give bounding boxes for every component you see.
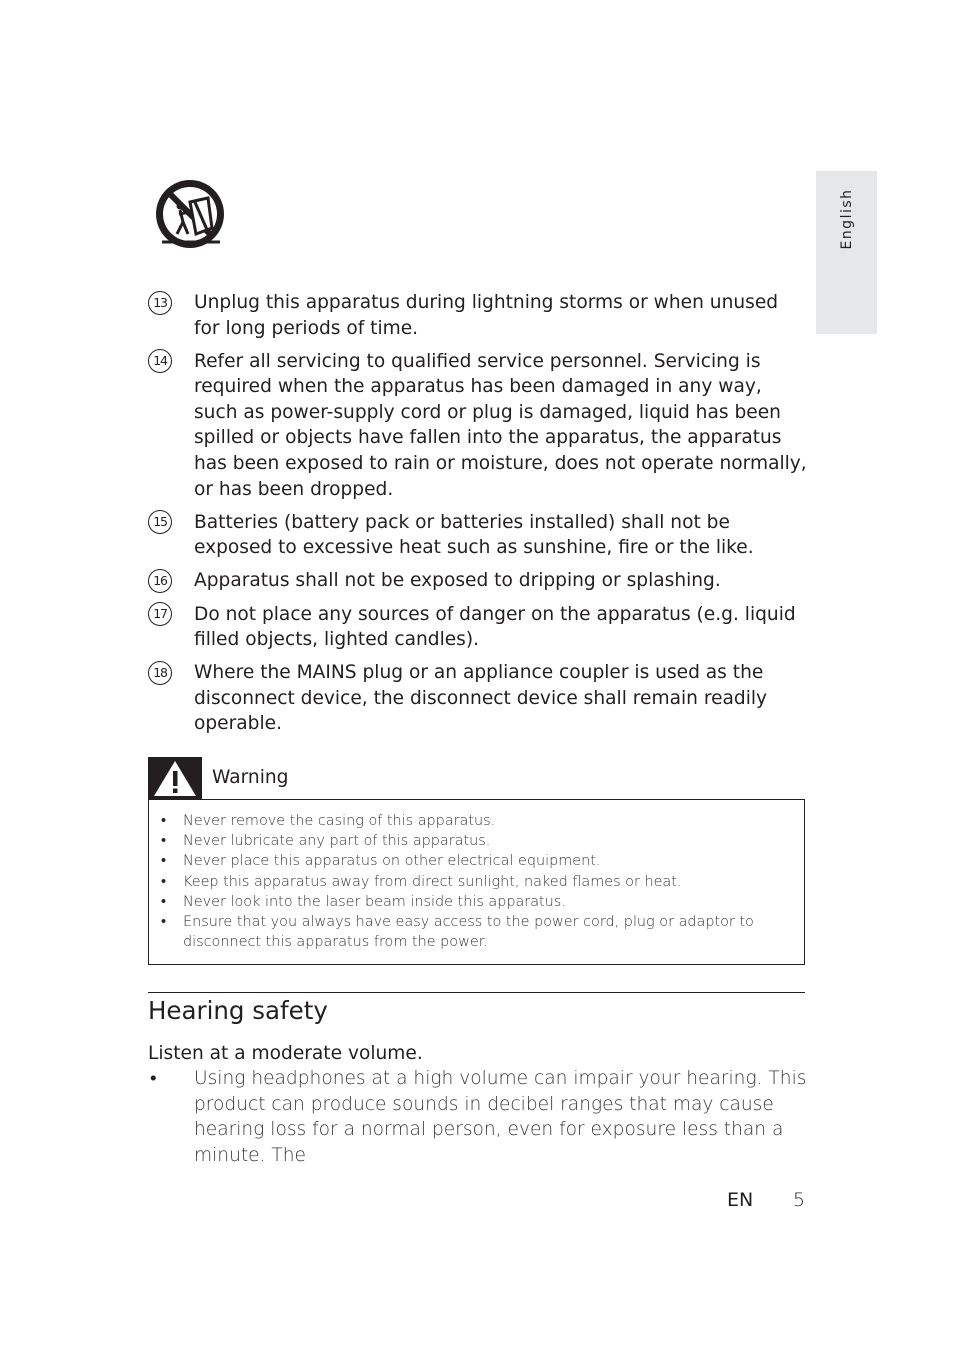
instruction-text: Unplug this apparatus during lightning storms or when unused for long periods of time. <box>194 292 779 339</box>
warning-item: • Never remove the casing of this apparatus. <box>149 811 804 831</box>
cart-tip-over-warning-icon <box>150 176 230 256</box>
warning-item: • Keep this apparatus away from direct sunlight, naked flames or heat. <box>149 872 804 892</box>
instruction-item <box>148 349 808 503</box>
instruction-text: Refer all servicing to qualified service personnel. Servicing is required when the apparatus has been damaged in any way, such as power-supply cord or plug is damaged, liquid has been spilled or objects have fallen into the apparatus, the apparatus has been exposed to rain or moisture, does not operate normally, or has been dropped. <box>194 350 807 500</box>
warning-item: • Never look into the laser beam inside this apparatus. <box>149 892 804 912</box>
warning-triangle-icon <box>148 757 202 799</box>
bullet-text: Using headphones at a high volume can impair your hearing. This product can produce sounds in decibel ranges that may cause hearing loss for a normal person, even for exposure less than a minute. The <box>194 1068 807 1166</box>
language-tab-label: English <box>838 187 855 250</box>
warning-list <box>149 800 804 952</box>
warning-title: Warning <box>212 767 289 788</box>
safety-instructions-list <box>148 290 808 745</box>
warning-item: • Never lubricate any part of this apparatus. <box>149 831 804 851</box>
warning-header <box>148 757 448 799</box>
instruction-text: Do not place any sources of danger on the apparatus (e.g. liquid filled objects, lighted candles). <box>194 603 796 651</box>
warning-item: • Ensure that you always have easy access to the power cord, plug or adaptor to disconnect this apparatus from the power. <box>149 912 804 952</box>
instruction-item <box>148 568 808 594</box>
instruction-number: 13 <box>148 291 172 315</box>
instruction-item <box>148 602 808 653</box>
instruction-number: 16 <box>148 569 172 593</box>
warning-box <box>148 799 805 965</box>
instruction-item <box>148 510 808 561</box>
hearing-bullet-item <box>148 1066 808 1168</box>
page-number: 5 <box>793 1189 806 1211</box>
section-divider <box>148 992 805 993</box>
instruction-item <box>148 660 808 737</box>
section-subheading: Listen at a moderate volume. <box>148 1043 423 1064</box>
instruction-item <box>148 290 808 341</box>
instruction-text: Where the MAINS plug or an appliance coupler is used as the disconnect device, the disconnect device shall remain readily operable. <box>194 662 768 735</box>
instruction-number: 15 <box>148 510 172 534</box>
instruction-number: 14 <box>148 349 172 373</box>
instruction-text: Batteries (battery pack or batteries installed) shall not be exposed to excessive heat such as sunshine, fire or the like. <box>194 511 754 559</box>
instruction-number: 18 <box>148 661 172 685</box>
instruction-number: 17 <box>148 602 172 626</box>
language-side-tab <box>816 171 877 334</box>
warning-item: • Never place this apparatus on other electrical equipment. <box>149 851 804 871</box>
bullet-symbol: • <box>150 1068 157 1089</box>
footer-language-code: EN <box>727 1189 754 1211</box>
instruction-text: Apparatus shall not be exposed to dripping or splashing. <box>194 570 721 592</box>
section-title: Hearing safety <box>148 996 328 1025</box>
